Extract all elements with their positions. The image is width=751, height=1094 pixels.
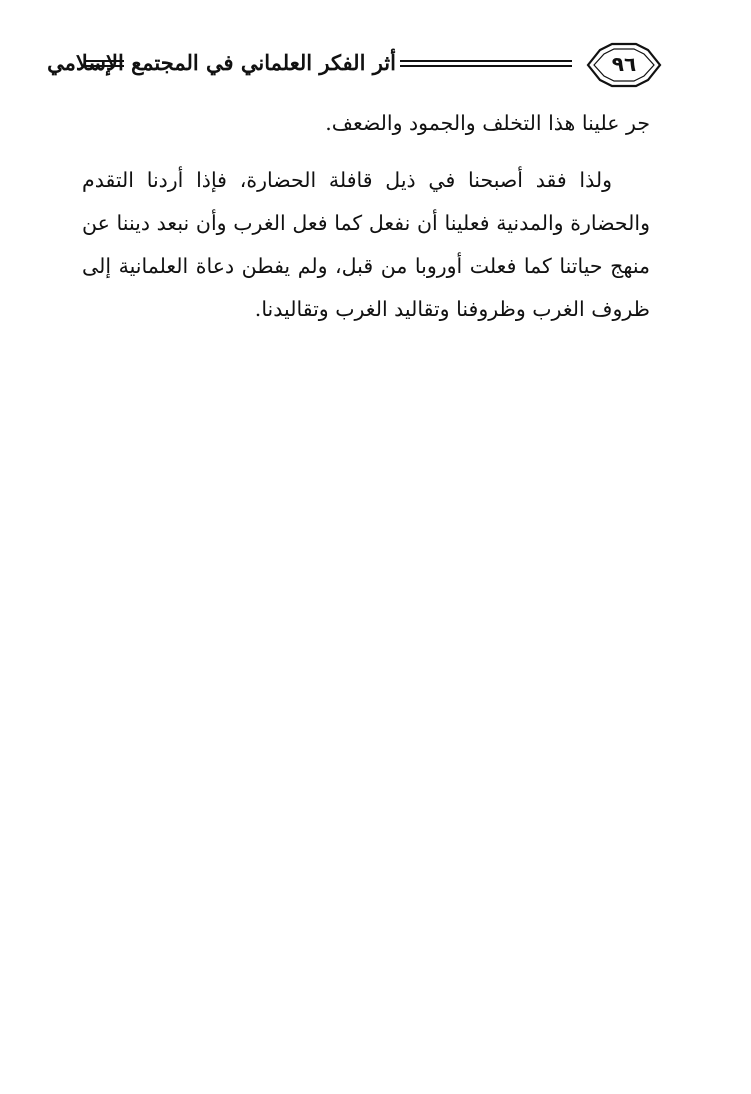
paragraph-2: ولذا فقد أصبحنا في ذيل قافلة الحضارة، فإذا أردنا التقدم والحضارة والمدنية فعلينا أن نفعل كما فعل الغرب وأن نبعد ديننا عن منهج حياتنا كما فعلت أوروبا من قبل، ولم يفطن دعاة العلمانية إلى ظروف الغرب وظروفنا وتقاليد الغرب وتقاليدنا. — [82, 168, 650, 321]
header-rule-long — [400, 60, 572, 68]
running-header — [47, 40, 670, 90]
page-number-badge — [578, 42, 670, 88]
page-number: ٩٦ — [611, 52, 637, 76]
running-header-title: أثر الفكر العلماني في المجتمع الإسلامي — [47, 50, 396, 75]
body-text — [82, 102, 650, 331]
paragraph-1: جر علينا هذا التخلف والجمود والضعف. — [325, 111, 650, 135]
